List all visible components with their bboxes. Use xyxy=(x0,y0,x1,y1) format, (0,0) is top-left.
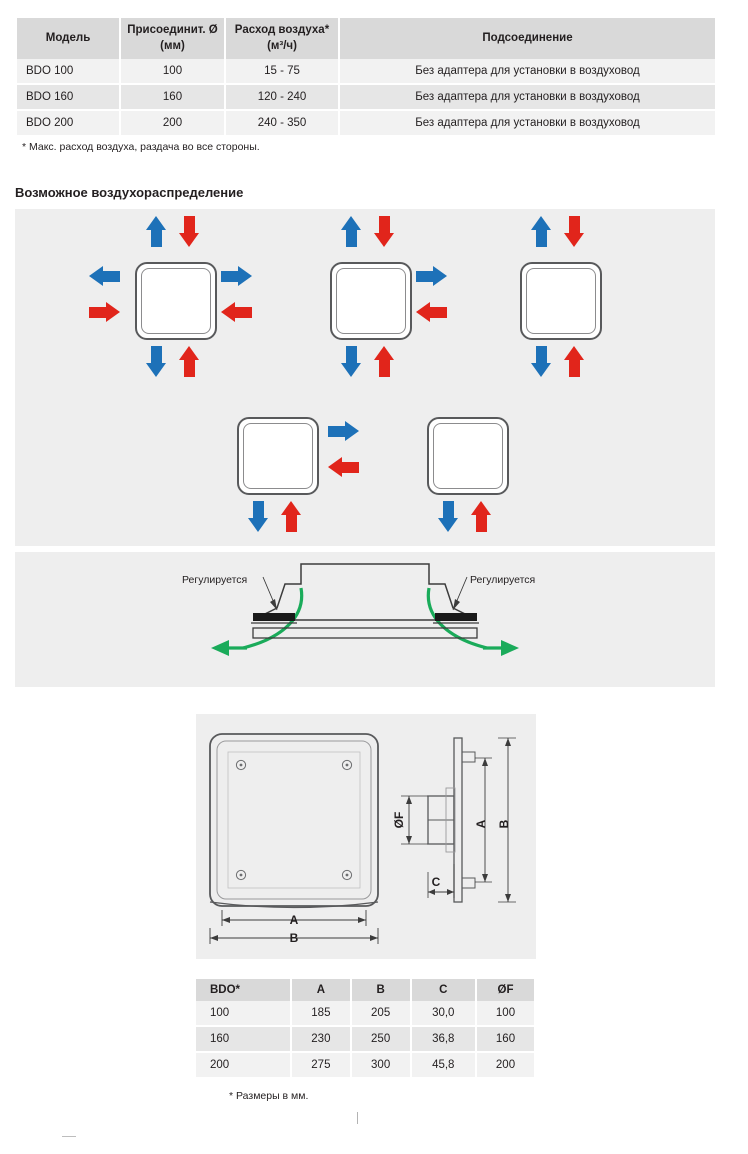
label-adjustable-left: Регулируется xyxy=(182,574,248,586)
table-row xyxy=(17,110,715,136)
label-adjustable-right: Регулируется xyxy=(470,574,536,586)
table-row xyxy=(196,1001,534,1026)
dimension-drawing xyxy=(196,714,536,959)
diffuser-body-2 xyxy=(330,262,412,340)
cell-b: 300 xyxy=(351,1052,411,1078)
column-header-airflow xyxy=(225,18,339,59)
arrow-left-red-exhaust-icon xyxy=(416,302,447,323)
cell-diameter: 100 xyxy=(120,59,225,84)
dimension-label-b-side: B xyxy=(497,819,511,829)
arrow-up-red-exhaust-icon xyxy=(564,346,585,377)
column-header-a: A xyxy=(291,979,351,1001)
cell-airflow: 15 - 75 xyxy=(225,59,339,84)
arrow-up-blue-supply-icon xyxy=(531,216,552,247)
cell-model: 200 xyxy=(196,1052,291,1078)
arrow-up-red-exhaust-icon xyxy=(281,501,302,532)
arrow-down-blue-supply-icon xyxy=(146,346,167,377)
cell-model: 100 xyxy=(196,1001,291,1026)
air-distribution-diagram xyxy=(15,209,715,546)
specification-table xyxy=(17,18,715,137)
cell-c: 30,0 xyxy=(411,1001,477,1026)
dimension-label-c: C xyxy=(431,875,441,889)
cell-b: 205 xyxy=(351,1001,411,1026)
arrow-up-red-exhaust-icon xyxy=(179,346,200,377)
arrow-right-blue-supply-icon xyxy=(221,266,252,287)
cross-section-drawing xyxy=(15,552,715,687)
cell-f: 160 xyxy=(476,1026,534,1052)
column-header-model: Модель xyxy=(17,18,120,59)
arrow-right-red-exhaust-icon xyxy=(89,302,120,323)
dimension-label-b: B xyxy=(289,931,299,945)
arrow-down-red-exhaust-icon xyxy=(179,216,200,247)
cell-a: 185 xyxy=(291,1001,351,1026)
dimension-diagram xyxy=(196,714,536,959)
cell-model: BDO 160 xyxy=(17,84,120,110)
column-header-connection: Подсоединение xyxy=(339,18,715,59)
cell-b: 250 xyxy=(351,1026,411,1052)
page-center-tick xyxy=(357,1112,358,1124)
column-header-f: ØF xyxy=(476,979,534,1001)
cell-c: 45,8 xyxy=(411,1052,477,1078)
cell-diameter: 200 xyxy=(120,110,225,136)
table-row xyxy=(17,59,715,84)
table-header-row xyxy=(196,979,534,1001)
arrow-down-red-exhaust-icon xyxy=(374,216,395,247)
dimension-table-footnote: * Размеры в мм. xyxy=(229,1090,309,1102)
diffuser-body-3 xyxy=(520,262,602,340)
dimension-table xyxy=(196,979,534,1079)
cell-a: 275 xyxy=(291,1052,351,1078)
arrow-right-blue-supply-icon xyxy=(328,421,359,442)
arrow-up-red-exhaust-icon xyxy=(471,501,492,532)
arrow-up-blue-supply-icon xyxy=(341,216,362,247)
cell-connection: Без адаптера для установки в воздуховод xyxy=(339,110,715,136)
column-header-c: C xyxy=(411,979,477,1001)
cell-diameter: 160 xyxy=(120,84,225,110)
arrow-down-blue-supply-icon xyxy=(531,346,552,377)
cell-connection: Без адаптера для установки в воздуховод xyxy=(339,59,715,84)
column-header-airflow-line2: (м³/ч) xyxy=(267,39,297,52)
arrow-up-blue-supply-icon xyxy=(146,216,167,247)
column-header-diameter-line2: (мм) xyxy=(160,39,185,52)
table-header-row xyxy=(17,18,715,59)
table-row xyxy=(17,84,715,110)
cell-airflow: 120 - 240 xyxy=(225,84,339,110)
cell-f: 200 xyxy=(476,1052,534,1078)
column-header-diameter-line1: Присоединит. Ø xyxy=(127,24,218,36)
arrow-down-red-exhaust-icon xyxy=(564,216,585,247)
dimension-label-a-side: A xyxy=(474,819,488,829)
table-row xyxy=(196,1026,534,1052)
cell-airflow: 240 - 350 xyxy=(225,110,339,136)
diffuser-body-5 xyxy=(427,417,509,495)
cell-a: 230 xyxy=(291,1026,351,1052)
diffuser-body-1 xyxy=(135,262,217,340)
cell-c: 36,8 xyxy=(411,1026,477,1052)
cell-model: BDO 100 xyxy=(17,59,120,84)
arrow-right-blue-supply-icon xyxy=(416,266,447,287)
arrow-left-red-exhaust-icon xyxy=(328,457,359,478)
table-row xyxy=(196,1052,534,1078)
arrow-left-blue-supply-icon xyxy=(89,266,120,287)
cell-f: 100 xyxy=(476,1001,534,1026)
arrow-left-red-exhaust-icon xyxy=(221,302,252,323)
spec-table-footnote: * Макс. расход воздуха, раздача во все стороны. xyxy=(22,141,260,153)
dimension-label-a: A xyxy=(289,913,299,927)
page-title: Возможное воздухораспределение xyxy=(15,185,244,200)
column-header-diameter xyxy=(120,18,225,59)
cell-model: 160 xyxy=(196,1026,291,1052)
diffuser-body-4 xyxy=(237,417,319,495)
column-header-b: B xyxy=(351,979,411,1001)
column-header-bdo: BDO* xyxy=(196,979,291,1001)
column-header-airflow-line1: Расход воздуха* xyxy=(234,24,330,36)
cross-section-diagram xyxy=(15,552,715,687)
arrow-down-blue-supply-icon xyxy=(438,501,459,532)
arrow-down-blue-supply-icon xyxy=(248,501,269,532)
arrow-down-blue-supply-icon xyxy=(341,346,362,377)
cell-model: BDO 200 xyxy=(17,110,120,136)
cell-connection: Без адаптера для установки в воздуховод xyxy=(339,84,715,110)
arrow-up-red-exhaust-icon xyxy=(374,346,395,377)
page-corner-mark xyxy=(62,1136,76,1137)
dimension-label-f: ØF xyxy=(392,811,406,829)
